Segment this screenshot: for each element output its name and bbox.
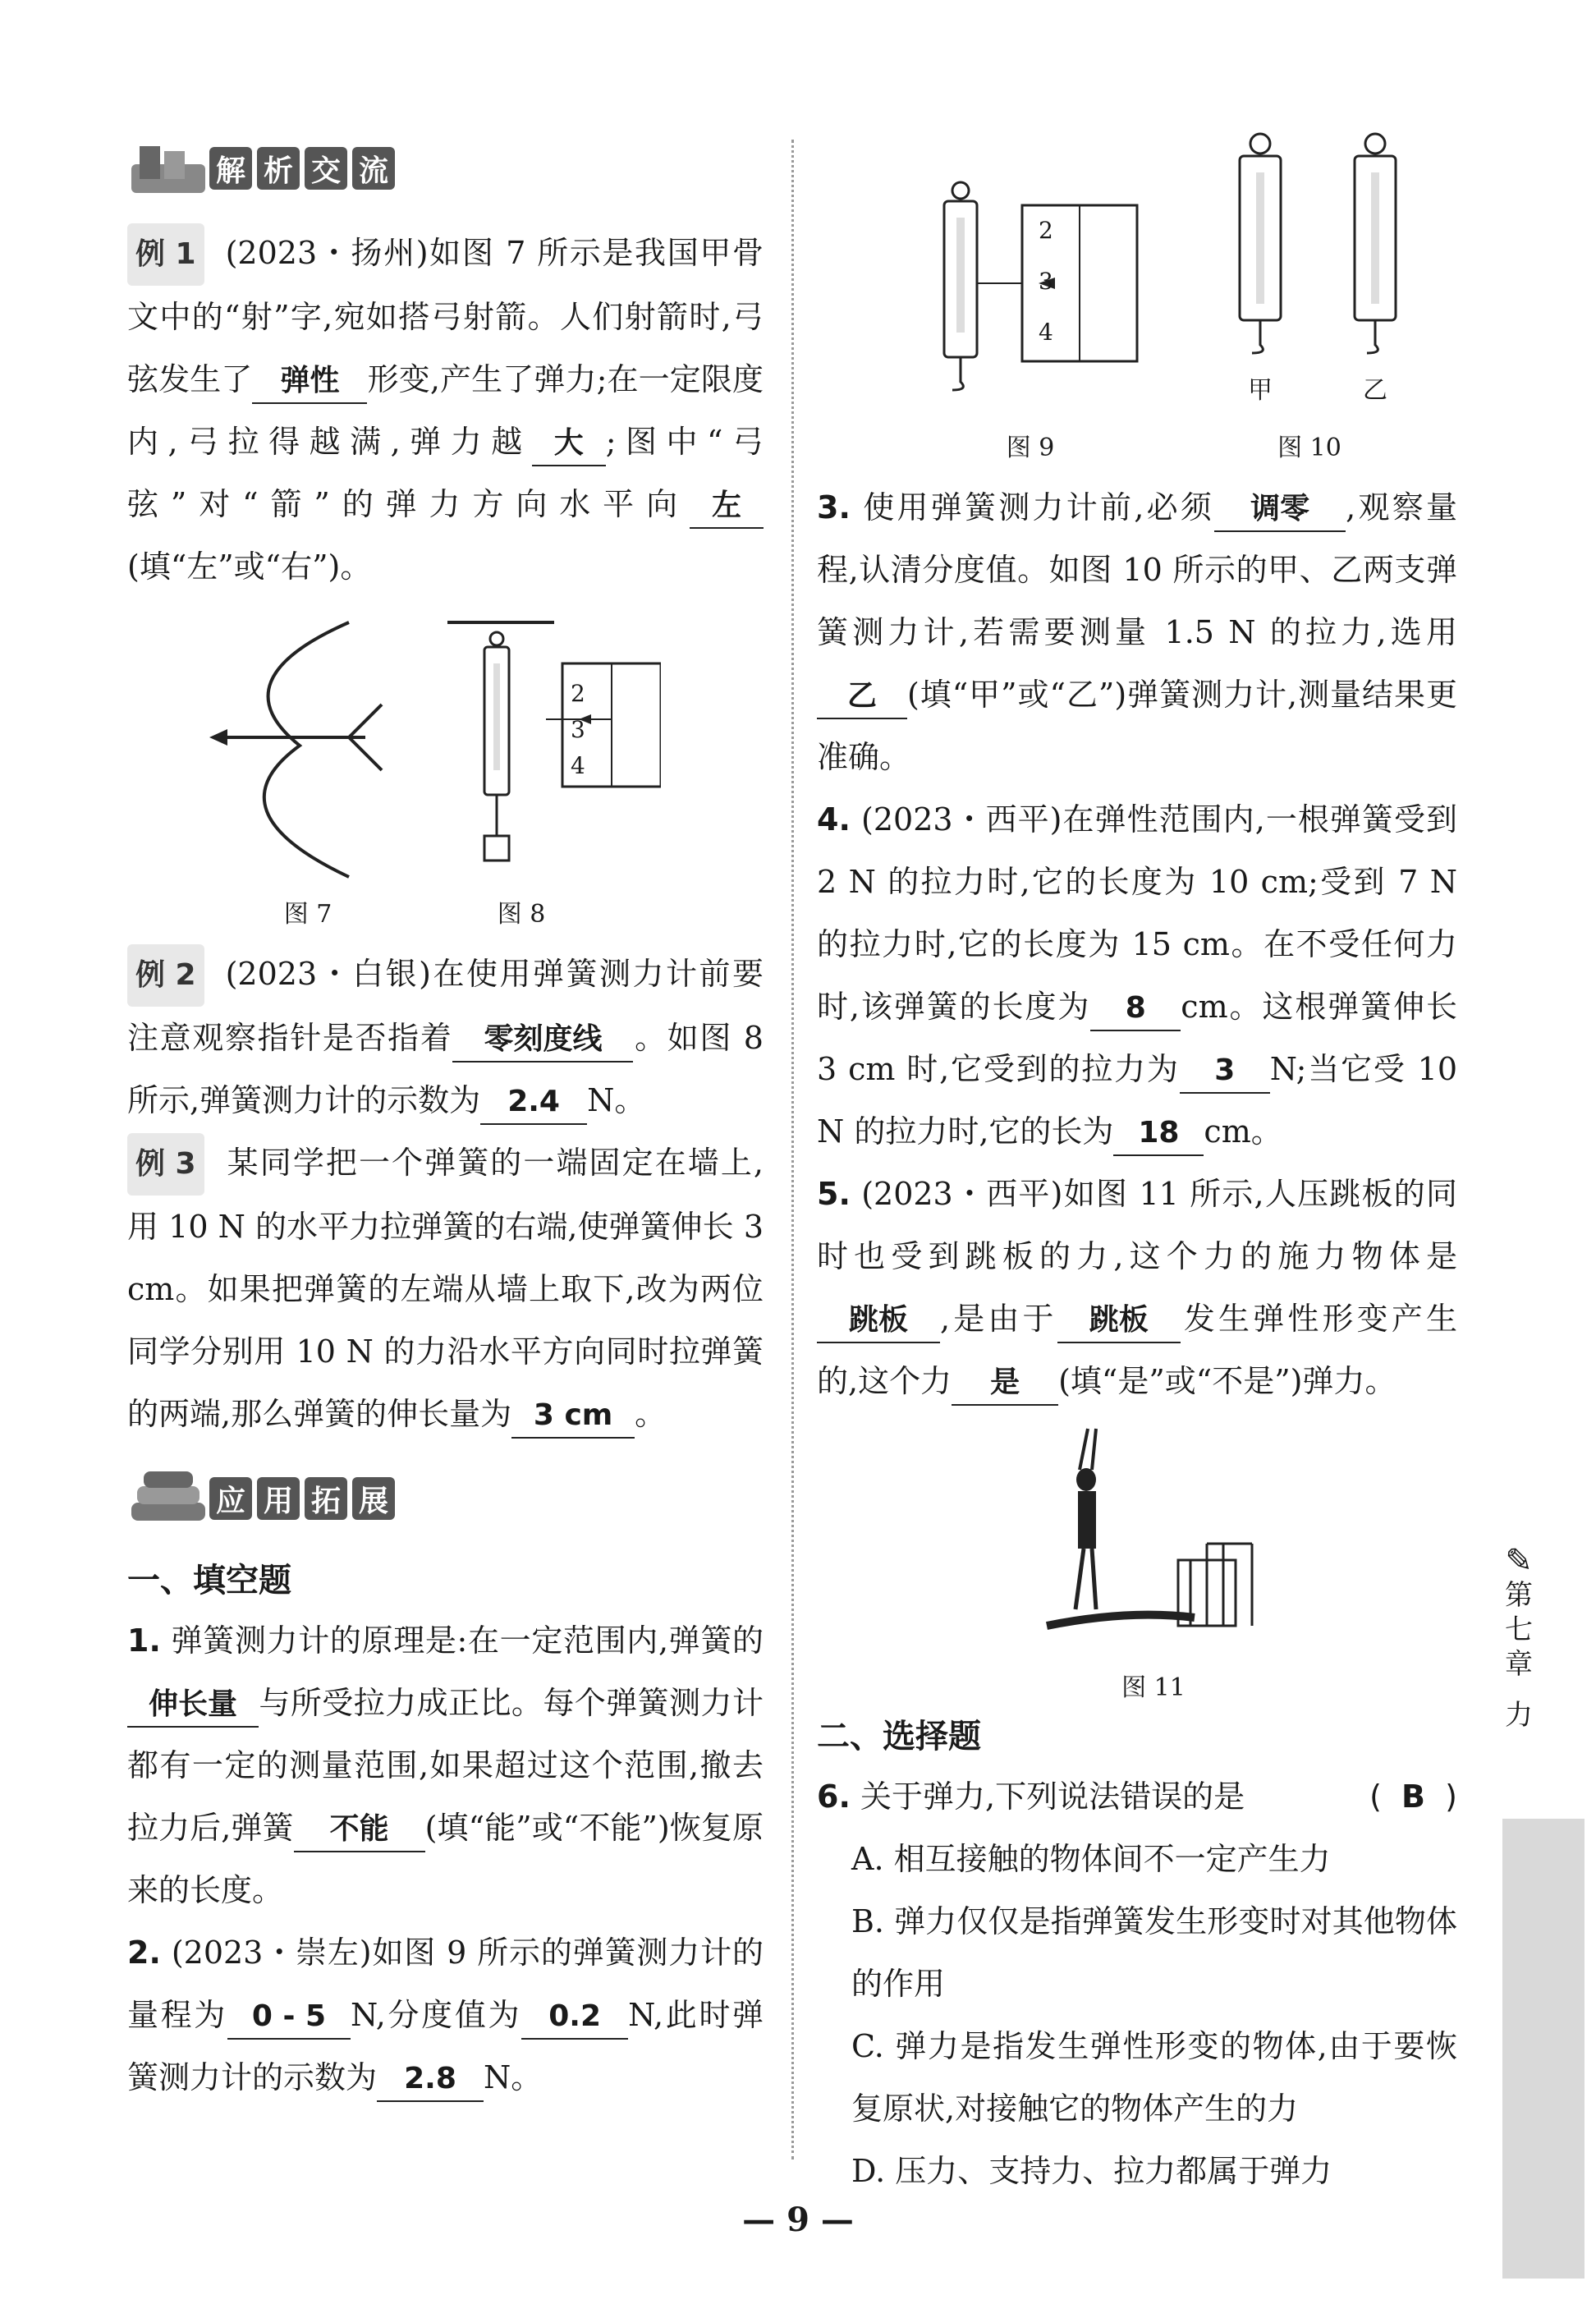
banner-char: 解 — [209, 147, 252, 190]
answer-blank: 乙 — [817, 675, 907, 719]
option-b: B. 弹力仅仅是指弹簧发生形变时对其他物体的作用 — [851, 1903, 1457, 2002]
question-number: 1. — [127, 1622, 161, 1659]
side-char: 第 — [1505, 1579, 1533, 1612]
text: 。 — [635, 1396, 667, 1432]
banner-char: 展 — [352, 1477, 395, 1520]
page-number: — 9 — — [742, 2201, 854, 2239]
label-yi: 乙 — [1363, 376, 1387, 405]
column-divider — [791, 140, 794, 2159]
text: 形变,产生了弹力;在一定限度内,弓拉得越满,弹力越 — [127, 361, 764, 460]
question-number: 5. — [817, 1176, 851, 1212]
answer-blank: 大 — [532, 422, 606, 466]
text: ;图中“弓弦”对“箭”的弹力方向水平向 — [127, 424, 764, 522]
text: (2023・扬州)如图 7 所示是我国甲骨文中的“射”字,宛如搭弓射箭。人们射箭时,弓弦发生了 — [127, 235, 764, 397]
books-icon — [127, 1470, 209, 1527]
pen-icon: ✎ — [1505, 1542, 1533, 1580]
question-number: 3. — [817, 489, 851, 526]
text: N。 — [484, 2059, 543, 2095]
spring-scale-figure — [447, 614, 661, 893]
section-heading-fill: 一、填空题 — [127, 1562, 291, 1599]
answer-blank: 0.2 — [521, 1995, 628, 2040]
text: 与所受拉力成正比。每个弹簧测力计都有一定的测量范围,如果超过这个范围,撤去拉力后,弹簧 — [127, 1685, 764, 1846]
example-tag: 例 2 — [127, 944, 204, 1007]
text: (填“能”或“不能”)恢复原来的长度。 — [127, 1810, 764, 1908]
text: 。如图 8 所示,弹簧测力计的示数为 — [127, 1020, 764, 1118]
text: N。 — [587, 1082, 646, 1118]
example-2 — [127, 943, 764, 1131]
text: (2023・西平)如图 11 所示,人压跳板的同时也受到跳板的力,这个力的施力物体是 — [817, 1176, 1457, 1274]
text: (2023・崇左)如图 9 所示的弹簧测力计的量程为 — [127, 1935, 764, 2033]
answer-blank: 跳板 — [817, 1299, 940, 1343]
scale-ticks — [1039, 205, 1053, 358]
spring-scales-fig10 — [1227, 131, 1424, 394]
text: cm。这根弹簧伸长 3 cm 时,它受到的拉力为 — [817, 989, 1457, 1087]
banner-char: 析 — [257, 147, 300, 190]
text: N;当它受 10 N 的拉力时,它的长为 — [817, 1051, 1457, 1150]
section-banner-application — [127, 1462, 764, 1535]
answer-blank: 伸长量 — [127, 1683, 259, 1728]
text: 发生弹性形变产生的,这个力 — [817, 1301, 1457, 1399]
banner-char: 交 — [305, 147, 347, 190]
banner-char: 应 — [209, 1477, 252, 1520]
left-column — [127, 131, 764, 2109]
tick-label: 4 — [571, 752, 585, 779]
answer-blank: 8 — [1090, 987, 1181, 1031]
banner-char: 拓 — [305, 1477, 347, 1520]
figure-caption: 图 8 — [497, 900, 546, 929]
text: (填“甲”或“乙”)弹簧测力计,测量结果更准确。 — [817, 677, 1457, 775]
side-char: 七 — [1505, 1613, 1533, 1646]
answer-blank: 不能 — [294, 1808, 425, 1852]
text: N,分度值为 — [350, 1997, 522, 2033]
book-icon — [127, 140, 209, 197]
answer-blank: 2.4 — [480, 1081, 587, 1125]
tick-label: 3 — [1039, 268, 1053, 295]
answer-blank: 调零 — [1214, 488, 1346, 532]
example-tag: 例 3 — [127, 1133, 204, 1196]
answer-blank: 左 — [690, 484, 764, 529]
side-char: 力 — [1505, 1699, 1533, 1732]
text: (填“是”或“不是”)弹力。 — [1058, 1363, 1396, 1399]
figure-row-9-10 — [817, 131, 1457, 476]
text: 弹簧测力计的原理是:在一定范围内,弹簧的 — [171, 1622, 764, 1659]
right-column — [817, 131, 1457, 2202]
option-c: C. 弹力是指发生弹性形变的物体,由于要恢复原状,对接触它的物体产生的力 — [851, 2028, 1457, 2127]
figure-caption: 图 11 — [1121, 1673, 1186, 1702]
text: cm。 — [1204, 1113, 1282, 1150]
question-1 — [127, 1609, 764, 1921]
banner-char: 流 — [352, 147, 395, 190]
answer: B — [1401, 1778, 1426, 1815]
figure-caption: 图 7 — [283, 900, 332, 929]
text: ,是由于 — [940, 1301, 1057, 1337]
bow-arrow-figure — [201, 614, 398, 893]
figure-11 — [817, 1412, 1457, 1708]
text: (填“左”或“右”)。 — [127, 548, 372, 585]
option-a: A. 相互接触的物体间不一定产生力 — [851, 1841, 1331, 1877]
answer-blank: 是 — [952, 1361, 1058, 1406]
text: N,此时弹簧测力计的示数为 — [127, 1997, 764, 2095]
question-4 — [817, 788, 1457, 1163]
answer-blank: 0 - 5 — [227, 1995, 351, 2040]
answer-blank: 3 cm — [511, 1394, 635, 1439]
example-1 — [127, 222, 764, 598]
tick-label: 2 — [1039, 217, 1053, 244]
question-number: 4. — [817, 801, 851, 838]
label-jia: 甲 — [1248, 376, 1273, 405]
tick-label: 4 — [1039, 319, 1053, 346]
answer-paren: ( B ) — [1369, 1778, 1457, 1815]
figure-row-7-8 — [127, 598, 764, 943]
question-5 — [817, 1163, 1457, 1412]
answer-blank: 弹性 — [252, 360, 367, 404]
question-2 — [127, 1921, 764, 2109]
figure-caption: 图 9 — [1006, 434, 1055, 462]
answer-blank: 2.8 — [377, 2058, 484, 2102]
example-tag: 例 1 — [127, 223, 204, 286]
question-number: 2. — [127, 1935, 161, 1971]
answer-blank: 零刻度线 — [452, 1018, 633, 1063]
side-char: 章 — [1505, 1648, 1533, 1681]
text: 某同学把一个弹簧的一端固定在墙上,用 10 N 的水平力拉弹簧的右端,使弹簧伸长 3 cm。如果把弹簧的左端从墙上取下,改为两位同学分别用 10 N 的力沿水平方向同时拉弹簧的两端,那么弹簧的伸长量为 — [127, 1145, 764, 1432]
section-banner-analysis — [127, 131, 764, 205]
option-d: D. 压力、支持力、拉力都属于弹力 — [851, 2153, 1332, 2189]
text: (2023・西平)在弹性范围内,一根弹簧受到 2 N 的拉力时,它的长度为 10 cm;受到 7 N 的拉力时,它的长度为 15 cm。在不受任何力时,该弹簧的长度为 — [817, 801, 1457, 1025]
tick-label: 3 — [571, 716, 585, 743]
figure-caption: 图 10 — [1277, 434, 1341, 462]
answer-blank: 跳板 — [1057, 1299, 1181, 1343]
diving-board-figure — [1030, 1420, 1277, 1650]
banner-char: 用 — [257, 1477, 300, 1520]
answer-blank: 18 — [1113, 1112, 1204, 1156]
question-6 — [817, 1765, 1457, 1828]
chapter-side-label — [1494, 1544, 1543, 1733]
text: (2023・白银)在使用弹簧测力计前要注意观察指针是否指着 — [127, 956, 764, 1056]
question-3 — [817, 476, 1457, 788]
question-number: 6. — [817, 1778, 851, 1815]
example-3 — [127, 1131, 764, 1445]
scale-ticks — [571, 676, 585, 784]
section-heading-choice: 二、选择题 — [817, 1718, 981, 1756]
answer-blank: 3 — [1180, 1049, 1270, 1094]
text: ,观察量程,认清分度值。如图 10 所示的甲、乙两支弹簧测力计,若需要测量 1.5 N 的拉力,选用 — [817, 489, 1457, 650]
tick-label: 2 — [571, 680, 585, 707]
question-stem: 关于弹力,下列说法错误的是 — [860, 1778, 1245, 1815]
text: 使用弹簧测力计前,必须 — [863, 489, 1215, 526]
